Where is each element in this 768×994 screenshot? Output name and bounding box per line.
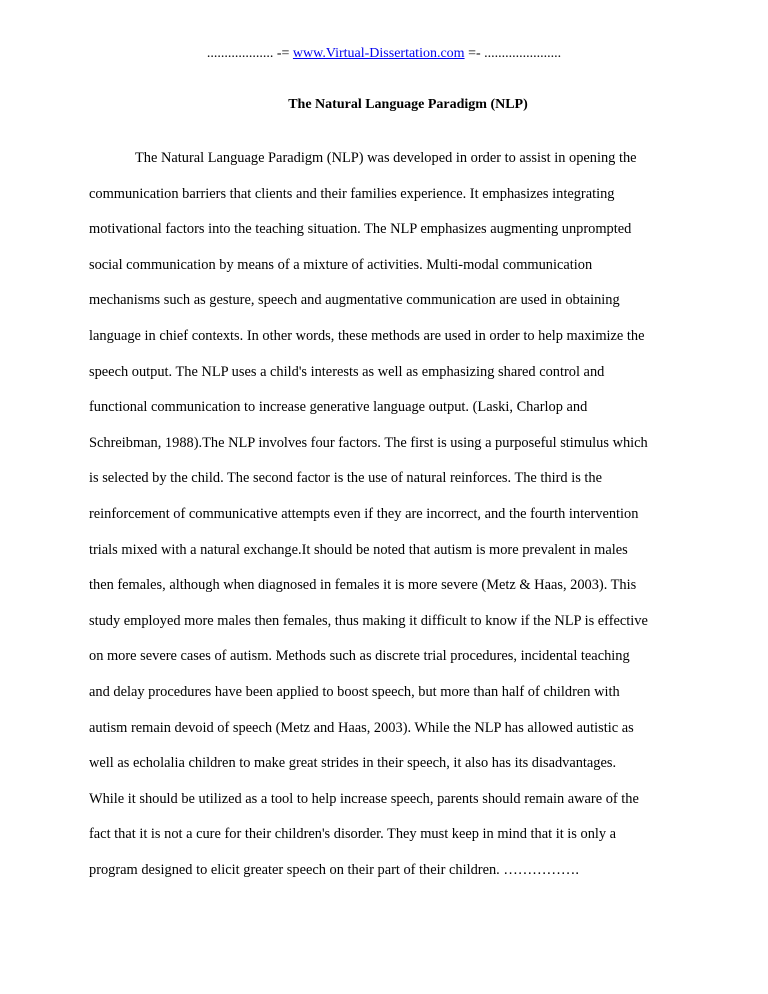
page-header bbox=[0, 45, 768, 63]
body-paragraph bbox=[89, 149, 689, 896]
website-link[interactable]: www.Virtual-Dissertation.com bbox=[292, 46, 465, 61]
text-line: program designed to elicit greater speech on their part of their children. ……………. bbox=[89, 861, 579, 878]
text-line: Schreibman, 1988).The NLP involves four factors. The first is using a purposeful stimulus which bbox=[89, 434, 648, 451]
text-line: reinforcement of communicative attempts even if they are incorrect, and the fourth intervention bbox=[89, 505, 639, 522]
text-line: fact that it is not a cure for their children's disorder. They must keep in mind that it is only a bbox=[89, 826, 617, 843]
text-line: autism remain devoid of speech (Metz and Haas, 2003). While the NLP has allowed autistic as bbox=[89, 719, 634, 736]
text-line: then females, although when diagnosed in females it is more severe (Metz & Haas, 2003). This bbox=[89, 577, 637, 594]
document-title: The Natural Language Paradigm (NLP) bbox=[288, 97, 528, 112]
header-left-dots: ................... bbox=[206, 46, 274, 61]
header-right-separator: =- bbox=[468, 46, 481, 61]
text-line: The Natural Language Paradigm (NLP) was developed in order to assist in opening the bbox=[135, 150, 637, 166]
text-line: mechanisms such as gesture, speech and augmentative communication are used in obtaining bbox=[89, 292, 620, 309]
header-left-separator: -= bbox=[276, 46, 290, 61]
text-line: speech output. The NLP uses a child's interests as well as emphasizing shared control and bbox=[89, 363, 605, 380]
text-line: functional communication to increase generative language output. (Laski, Charlop and bbox=[89, 399, 588, 416]
text-line: trials mixed with a natural exchange.It should be noted that autism is more prevalent in males bbox=[89, 541, 628, 558]
text-line: While it should be utilized as a tool to help increase speech, parents should remain aware of the bbox=[89, 790, 639, 807]
text-line: on more severe cases of autism. Methods such as discrete trial procedures, incidental teaching bbox=[89, 648, 630, 665]
text-line: and delay procedures have been applied to boost speech, but more than half of children with bbox=[89, 683, 620, 700]
text-line: language in chief contexts. In other words, these methods are used in order to help maximize the bbox=[89, 327, 645, 344]
text-line: social communication by means of a mixture of activities. Multi-modal communication bbox=[89, 256, 593, 273]
text-line: well as echolalia children to make great strides in their speech, it also has its disadvantages. bbox=[89, 755, 617, 772]
text-line: motivational factors into the teaching situation. The NLP emphasizes augmenting unprompted bbox=[89, 221, 632, 238]
text-line: communication barriers that clients and their families experience. It emphasizes integrating bbox=[89, 185, 615, 202]
text-line: study employed more males then females, thus making it difficult to know if the NLP is effective bbox=[89, 612, 648, 629]
header-right-dots: ...................... bbox=[484, 46, 562, 61]
text-line: is selected by the child. The second factor is the use of natural reinforces. The third is the bbox=[89, 470, 602, 487]
